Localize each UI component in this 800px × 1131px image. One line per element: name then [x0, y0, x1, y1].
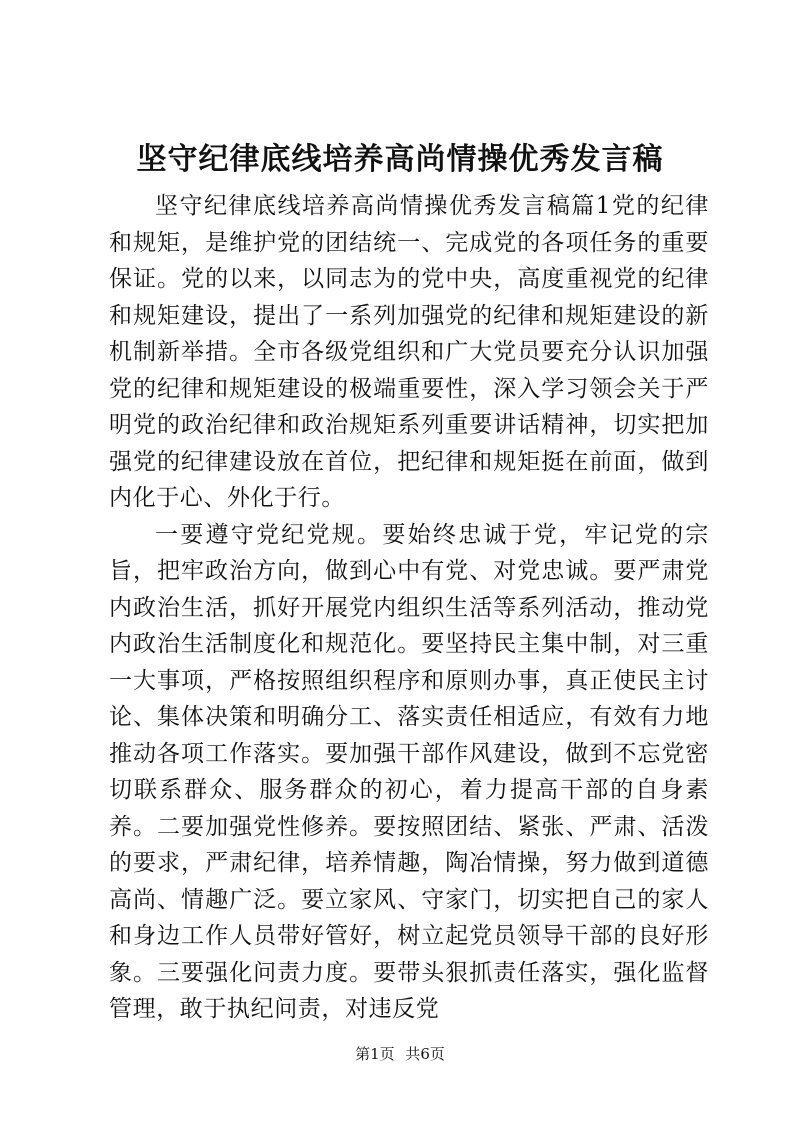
- paragraph-2: 一要遵守党纪党规。要始终忠诚于党，牢记党的宗旨，把牢政治方向，做到心中有党、对党忠诚。要严肃党内政治生活，抓好开展党内组织生活等系列活动，推动党内政治生活制度化和规范化。要坚持民主集中制，对三重一大事项，严格按照组织程序和原则办事，真正使民主讨论、集体决策和明确分工、落实责任相适应，有效有力地推动各项工作落实。要加强干部作风建设，做到不忘党密切联系群众、服务群众的初心，着力提高干部的自身素养。二要加强党性修养。要按照团结、紧张、严肃、活泼的要求，严肃纪律，培养情趣，陶冶情操，努力做到道德高尚、情趣广泛。要立家风、守家门，切实把自己的家人和身边工作人员带好管好，树立起党员领导干部的良好形象。三要强化问责力度。要带头狠抓责任落实，强化监督管理，敢于执纪问责，对违反党: [109, 521, 709, 1022]
- page-footer: [0, 1044, 800, 1064]
- page-total: 共6页: [405, 1045, 445, 1063]
- document-body: [109, 188, 709, 1028]
- paragraph-1: 坚守纪律底线培养高尚情操优秀发言稿篇1党的纪律和规矩，是维护党的团结统一、完成党的各项任务的重要保证。党的以来，以同志为的党中央，高度重视党的纪律和规矩建设，提出了一系列加强党的纪律和规矩建设的新机制新举措。全市各级党组织和广大党员要充分认识加强党的纪律和规矩建设的极端重要性，深入学习领会关于严明党的政治纪律和政治规矩系列重要讲话精神，切实把加强党的纪律建设放在首位，把纪律和规矩挺在前面，做到内化于心、外化于行。: [109, 193, 709, 511]
- document-title: 坚守纪律底线培养高尚情操优秀发言稿: [136, 142, 664, 177]
- page-number: 第1页: [355, 1045, 395, 1063]
